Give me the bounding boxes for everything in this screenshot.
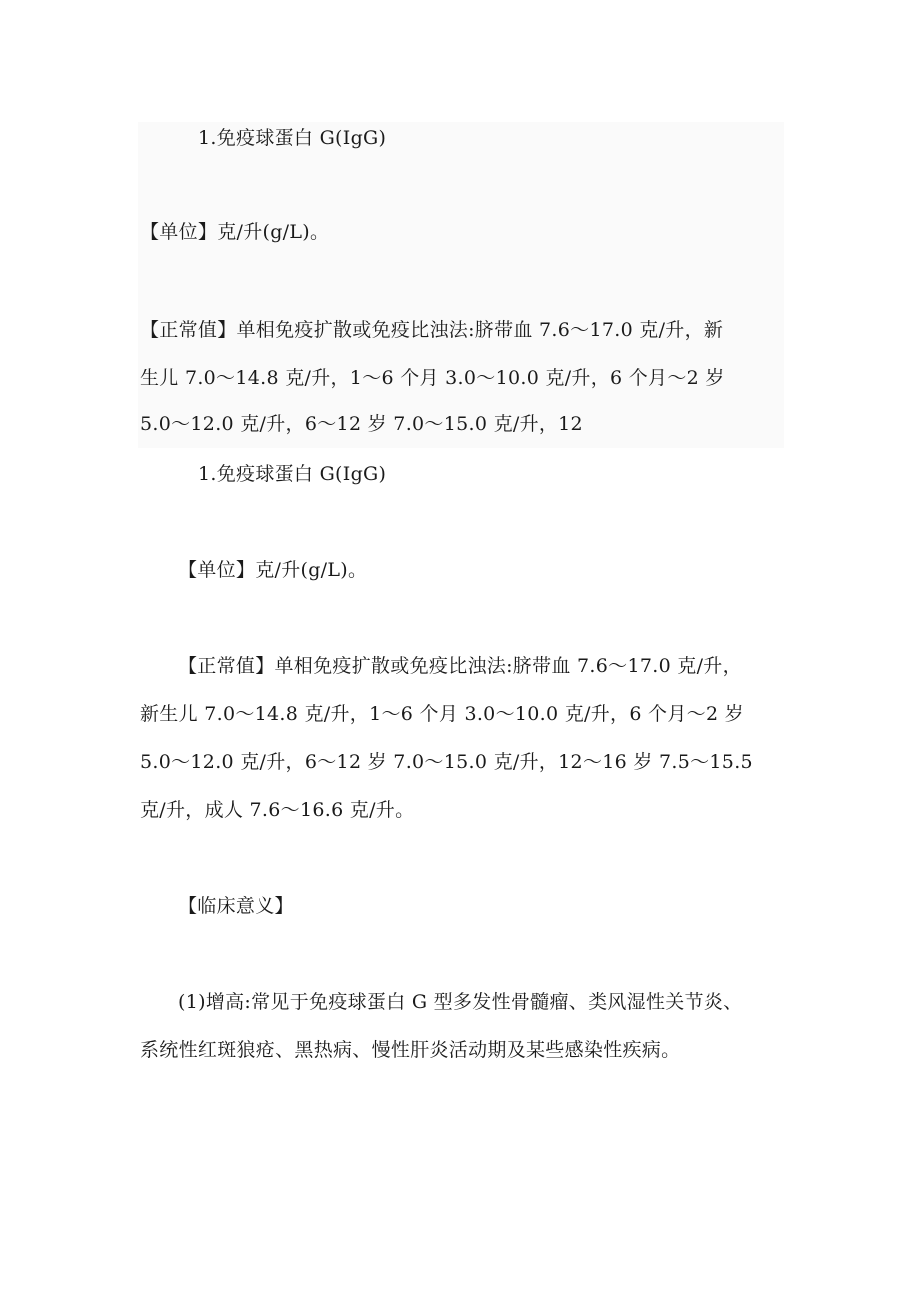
main-normal-line-2: 新生儿 7.0～14.8 克/升，1～6 个月 3.0～10.0 克/升，6 个月～2 岁 [140,703,744,725]
clinical-line-1: (1)增高:常见于免疫球蛋白 G 型多发性骨髓瘤、类风湿性关节炎、 [178,991,743,1013]
main-normal-line-4: 克/升，成人 7.6～16.6 克/升。 [140,799,415,821]
main-normal-line-1: 【正常值】单相免疫扩散或免疫比浊法:脐带血 7.6～17.0 克/升， [178,655,742,677]
excerpt-heading: 1.免疫球蛋白 G(IgG) [198,127,387,149]
main-unit: 【单位】克/升(g/L)。 [178,559,368,581]
excerpt-normal-line-1: 【正常值】单相免疫扩散或免疫比浊法:脐带血 7.6～17.0 克/升，新 [140,319,724,341]
excerpt-unit: 【单位】克/升(g/L)。 [140,221,330,243]
main-normal-line-3: 5.0～12.0 克/升，6～12 岁 7.0～15.0 克/升，12～16 岁 7.5～15.5 [140,751,753,773]
excerpt-block [138,122,784,448]
clinical-line-2: 系统性红斑狼疮、黑热病、慢性肝炎活动期及某些感染性疾病。 [140,1039,681,1061]
excerpt-normal-line-3: 5.0～12.0 克/升，6～12 岁 7.0～15.0 克/升，12 [140,413,583,435]
clinical-heading: 【临床意义】 [178,895,294,917]
main-heading: 1.免疫球蛋白 G(IgG) [198,463,387,485]
excerpt-normal-line-2: 生儿 7.0～14.8 克/升，1～6 个月 3.0～10.0 克/升，6 个月～2 岁 [140,367,725,389]
